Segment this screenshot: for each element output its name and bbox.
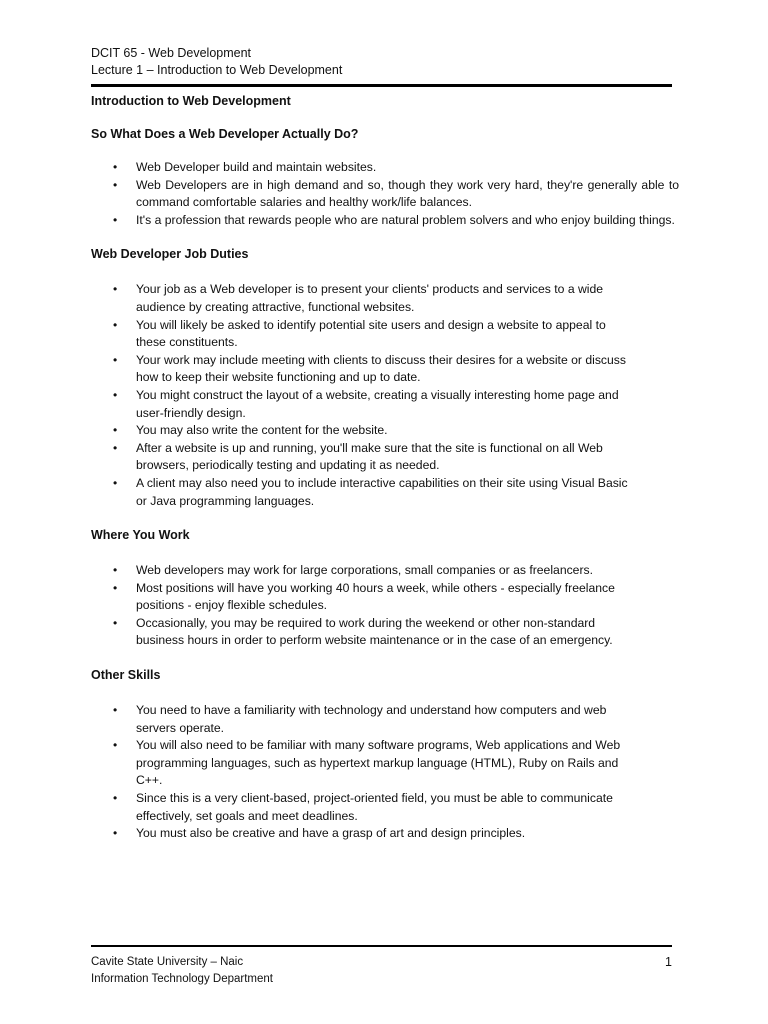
course-title: DCIT 65 - Web Development	[91, 46, 252, 60]
bullet-icon: •	[113, 212, 118, 227]
bullet-icon: •	[113, 826, 118, 841]
list-item: • Your work may include meeting with clients to discuss their desires for a website or discuss how to keep their website functioning and up to date.	[113, 352, 626, 385]
list-item: • You might construct the layout of a website, creating a visually interesting home page and user-friendly design.	[113, 387, 619, 420]
list-item: • Occasionally, you may be required to work during the weekend or other non-standard business hours in order to perform website maintenance or in the case of an emergency.	[113, 615, 613, 648]
section-heading-duties: Web Developer Job Duties	[91, 247, 249, 262]
section-heading-where: Where You Work	[91, 528, 190, 543]
bullet-icon: •	[113, 387, 118, 402]
list-item: • You will likely be asked to identify potential site users and design a website to appeal to these constituents.	[113, 317, 606, 350]
list-item: • Web Developers are in high demand and so, though they work very hard, they're generally able to command comfortable salaries and healthy work/life balances.	[113, 177, 679, 210]
list-item: • It's a profession that rewards people who are natural problem solvers and who enjoy building things.	[91, 212, 679, 230]
footer-department: Information Technology Department	[91, 973, 273, 985]
list-item: • You may also write the content for the website.	[91, 422, 631, 440]
list-item: • Web Developer build and maintain websites.	[91, 159, 679, 177]
list-item: • Most positions will have you working 40 hours a week, while others - especially freelance positions - enjoy flexible schedules.	[113, 580, 615, 613]
bullet-icon: •	[113, 440, 118, 455]
document-title: Introduction to Web Development	[91, 94, 291, 108]
lecture-title: Lecture 1 – Introduction to Web Development	[91, 63, 343, 77]
list-item: • Since this is a very client-based, project-oriented field, you must be able to communicate effectively, set goals and meet deadlines.	[113, 791, 613, 823]
bullet-icon: •	[113, 475, 118, 490]
list-item: • Web developers may work for large corporations, small companies or as freelancers.	[91, 562, 631, 580]
bullet-icon: •	[113, 738, 118, 753]
bullet-icon: •	[113, 177, 118, 192]
bullet-icon: •	[113, 580, 118, 595]
list-item: • A client may also need you to include interactive capabilities on their site using Visual Basic or Java programming languages.	[113, 475, 628, 508]
bullet-icon: •	[113, 282, 118, 297]
page-number: 1	[665, 955, 672, 969]
section-heading-what-do: So What Does a Web Developer Actually Do?	[91, 127, 359, 141]
list-duties	[91, 281, 631, 510]
page-header	[91, 45, 671, 79]
list-item: • You will also need to be familiar with many software programs, Web applications and Web programming languages, such as hypertext markup language (HTML), Ruby on Rails and C++.	[113, 738, 621, 788]
list-skills	[91, 702, 631, 843]
bullet-icon: •	[113, 563, 118, 578]
section-heading-skills: Other Skills	[91, 668, 161, 683]
list-item: • After a website is up and running, you'll make sure that the site is functional on all Web browsers, periodically testing and updating it as needed.	[113, 440, 603, 473]
document-body	[91, 93, 679, 843]
list-where	[91, 562, 631, 650]
bullet-icon: •	[113, 423, 118, 438]
list-item: • Your job as a Web developer is to present your clients' products and services to a wide audience by creating attractive, functional websites.	[113, 282, 604, 314]
list-item: • You must also be creative and have a grasp of art and design principles.	[91, 825, 631, 843]
bullet-icon: •	[113, 703, 118, 718]
bullet-icon: •	[113, 352, 118, 367]
bullet-icon: •	[113, 160, 118, 174]
bullet-icon: •	[113, 791, 118, 806]
footer-divider	[91, 945, 672, 947]
page-footer	[91, 954, 672, 988]
footer-university: Cavite State University – Naic	[91, 956, 244, 968]
header-divider	[91, 84, 672, 87]
bullet-icon: •	[113, 317, 118, 332]
bullet-icon: •	[113, 615, 118, 630]
list-item: • You need to have a familiarity with technology and understand how computers and web servers operate.	[113, 703, 607, 735]
list-what-do	[91, 159, 679, 229]
